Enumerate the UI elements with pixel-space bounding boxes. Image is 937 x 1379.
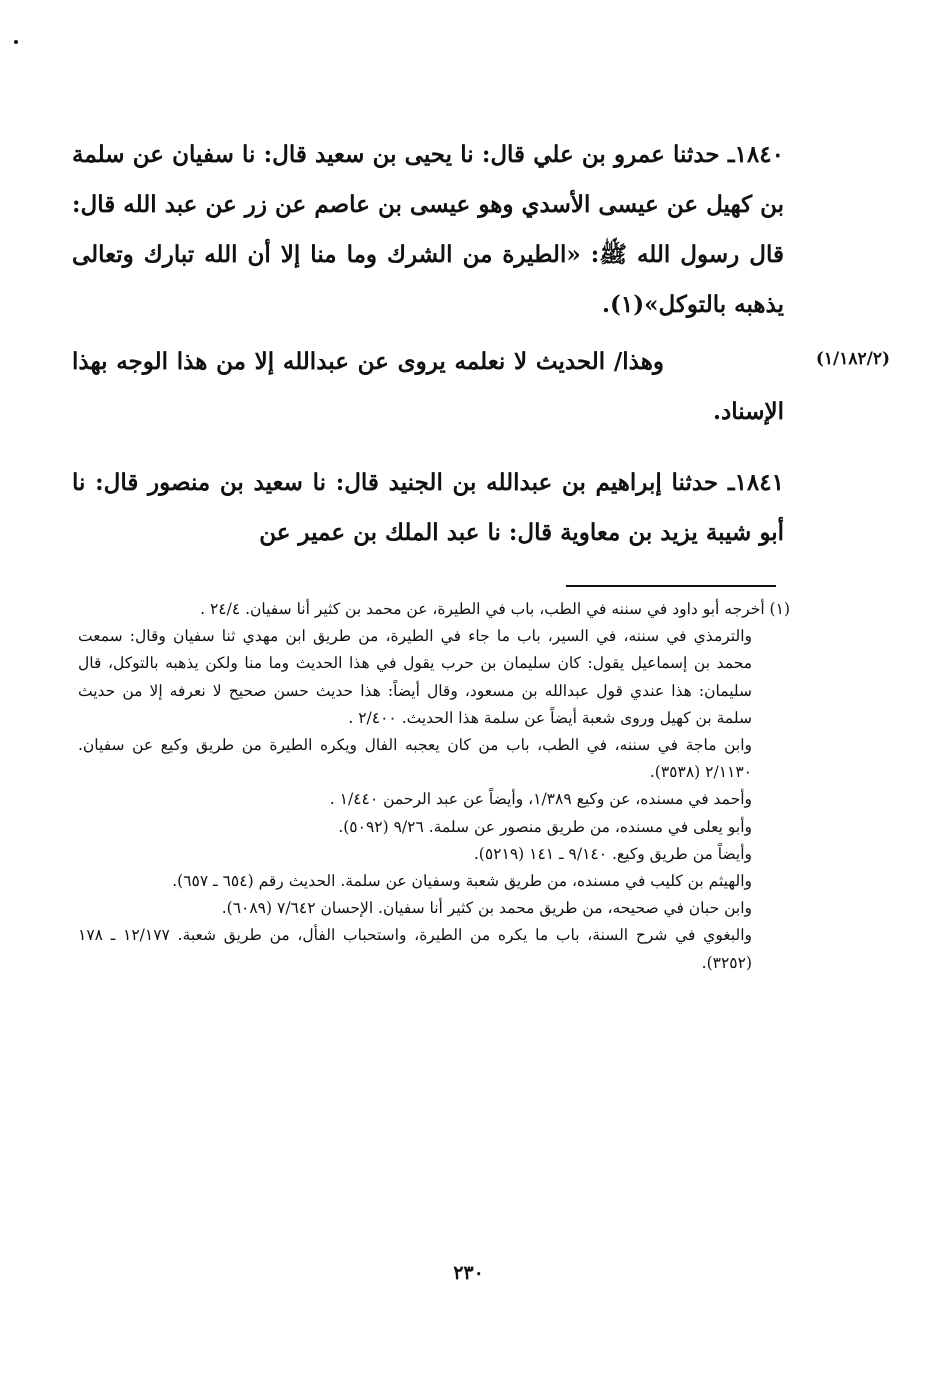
footnote-entry: وأحمد في مسنده، عن وكيع ١/٣٨٩، وأيضاً عن عبد الرحمن ١/٤٤٠ .	[329, 790, 752, 809]
footnote-entry: (١) أخرجه أبو داود في سننه في الطب، باب في الطيرة، عن محمد بن كثير أنا سفيان. ٢٤/٤ .	[200, 600, 790, 618]
page-number: ٢٣٠	[453, 1262, 484, 1284]
hadith-text: ـ حدثنا إبراهيم بن عبدالله بن الجنيد قال: نا سعيد بن منصور قال: نا أبو شيبة يزيد بن معاوية قال: نا عبد الملك بن عمير عن	[72, 469, 784, 546]
footnote-separator	[566, 585, 776, 587]
footnote-entry: والترمذي في سننه، في السير، باب ما جاء في الطيرة، من طريق ابن مهدي ثنا سفيان وقال: سمعت محمد بن إسماعيل يقول: كان سليمان بن حرب يقول في هذا الحديث وما منا ولكن يذهبه بالتوكل، قال سليمان: هذا عندي قول عبدالله بن مسعود، وقال أيضاً: هذا حديث حسن صحيح لا نعرفه إلا من حديث سلمة بن كهيل وروى شعبة أيضاً عن سلمة هذا الحديث. ٢/٤٠٠ .	[78, 627, 752, 727]
footnote-entry: وأيضاً من طريق وكيع. ٩/١٤٠ ـ ١٤١ (٥٢١٩).	[473, 844, 752, 863]
commentary-text: وهذا/ الحديث لا نعلمه يروى عن عبدالله إلا من هذا الوجه بهذا الإسناد.	[72, 348, 784, 425]
hadith-1840	[72, 130, 784, 330]
hadith-number: ١٨٤١	[734, 469, 784, 496]
margin-manuscript-reference: (١/١٨٢/٢)	[815, 349, 890, 369]
footnote-entry: وابن حبان في صحيحه، من طريق محمد بن كثير أنا سفيان. الإحسان ٧/٦٤٢ (٦٠٨٩).	[221, 899, 752, 918]
hadith-1841	[72, 458, 784, 558]
footnote-entry: والهيثم بن كليب في مسنده، من طريق شعبة وسفيان عن سلمة. الحديث رقم (٦٥٤ ـ ٦٥٧).	[172, 872, 752, 891]
hadith-text: ـ حدثنا عمرو بن علي قال: نا يحيى بن سعيد قال: نا سفيان عن سلمة بن كهيل عن عيسى الأسدي وهو عيسى بن عاصم عن زر عن عبد الله قال: قال رسول الله ﷺ: «الطيرة من الشرك وما منا إلا أن الله تبارك وتعالى يذهبه بالتوكل»(١).	[72, 141, 784, 318]
footnote-entry: وابن ماجة في سننه، في الطب، باب من كان يعجبه الفال ويكره الطيرة من طريق وكيع عن سفيان. ٢/١١٣٠ (٣٥٣٨).	[78, 736, 752, 782]
page-dot	[14, 40, 18, 44]
hadith-1841-paragraph	[72, 458, 784, 558]
footnotes	[78, 596, 790, 977]
hadith-1840-paragraph	[72, 130, 784, 330]
footnote-entry: وأبو يعلى في مسنده، من طريق منصور عن سلمة. ٩/٢٦ (٥٠٩٢).	[338, 817, 752, 836]
footnote-entry: والبغوي في شرح السنة، باب ما يكره من الطيرة، واستحباب الفأل، من طريق شعبة. ١٢/١٧٧ ـ ١٧٨ (٣٢٥٢).	[78, 926, 752, 972]
hadith-number: ١٨٤٠	[734, 141, 784, 168]
commentary-paragraph	[72, 337, 784, 437]
